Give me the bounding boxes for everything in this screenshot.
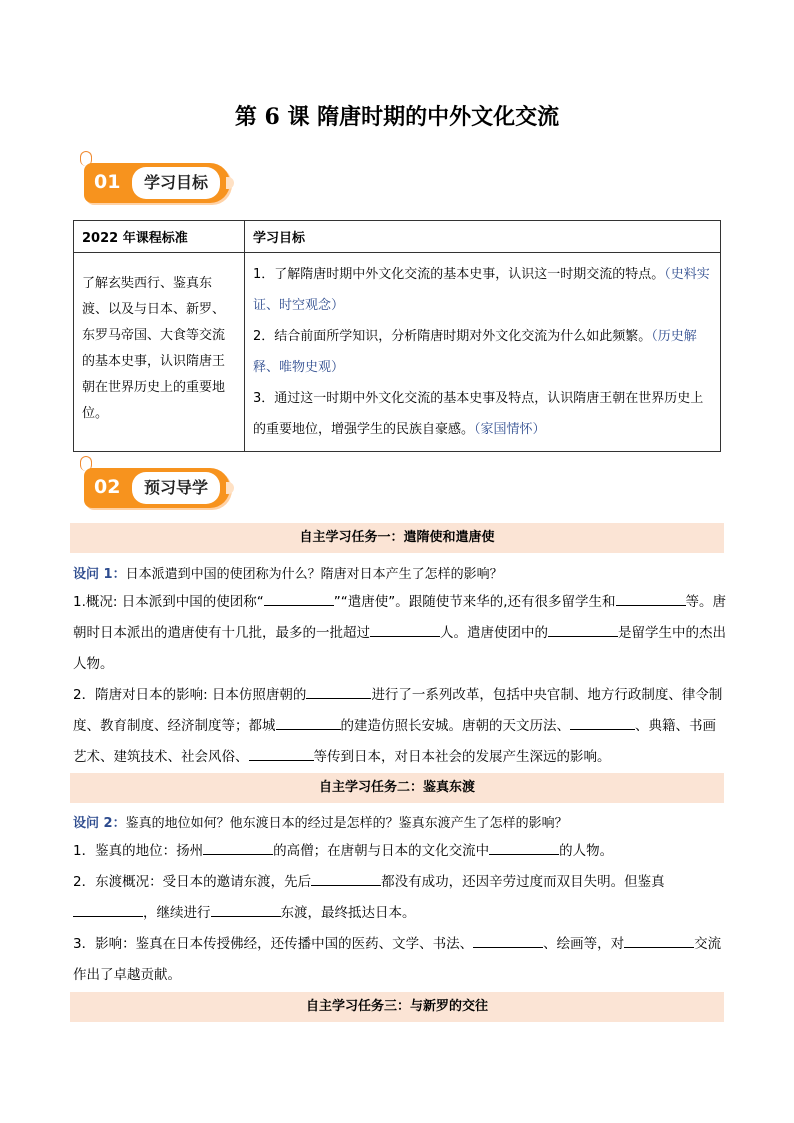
fill-blank[interactable] xyxy=(473,933,543,948)
section-label: 预习导学 xyxy=(132,472,220,504)
goal-tag: （历史解释、唯物史观） xyxy=(253,329,697,375)
page-title: 第 6 课 隋唐时期的中外文化交流 xyxy=(234,104,560,130)
task1-header: 自主学习任务一：遣隋使和遣唐使 xyxy=(70,523,724,553)
fill-blank[interactable] xyxy=(73,902,143,917)
task3-header: 自主学习任务三：与新罗的交往 xyxy=(70,992,724,1022)
objectives-table xyxy=(73,220,721,452)
section-number: 01 xyxy=(94,171,121,193)
fill-blank[interactable] xyxy=(548,622,618,637)
task1-paragraph-1: 1.概况: 日本派到中国的使团称“ ”“遣唐使”。跟随使节来华的,还有很多留学生和 等。唐朝时日本派出的遣唐使有十几批，最多的一批超过 人。遣唐使团中的 是留学生中的杰出人物。 xyxy=(73,587,728,680)
curriculum-standard-text: 了解玄奘西行、鉴真东渡、以及与日本、新罗、东罗马帝国、大食等交流的基本史事，认识隋唐王朝在世界历史上的重要地位。 xyxy=(74,253,245,452)
fill-blank[interactable] xyxy=(211,902,281,917)
fill-blank[interactable] xyxy=(616,591,686,606)
fill-blank[interactable] xyxy=(276,715,341,730)
section-badge-preview xyxy=(80,468,230,508)
task2-paragraph-2: 2．东渡概况：受日本的邀请东渡，先后 都没有成功，还因辛劳过度而双目失明。但鉴真，继续进行 东渡，最终抵达日本。 xyxy=(73,867,728,929)
fill-blank[interactable] xyxy=(624,933,694,948)
task2-header: 自主学习任务二：鉴真东渡 xyxy=(70,773,724,803)
goal-tag: （史料实证、时空观念） xyxy=(253,267,710,313)
table-header-standard: 2022 年课程标准 xyxy=(74,221,245,253)
task2-question: 设问 2：鉴真的地位如何？他东渡日本的经过是怎样的？鉴真东渡产生了怎样的影响？ xyxy=(73,816,568,831)
learning-goals-cell xyxy=(245,253,721,452)
table-header-goals: 学习目标 xyxy=(245,221,721,253)
fill-blank[interactable] xyxy=(306,684,371,699)
task2-paragraph-1: 1．鉴真的地位：扬州 的高僧；在唐朝与日本的文化交流中 的人物。 xyxy=(73,836,728,867)
fill-blank[interactable] xyxy=(311,871,381,886)
section-label: 学习目标 xyxy=(132,167,220,199)
goal-tag: （家国情怀） xyxy=(474,422,546,437)
goal-item: 2．结合前面所学知识，分析隋唐时期对外文化交流为什么如此频繁。（历史解释、唯物史观） xyxy=(253,329,697,375)
fill-blank[interactable] xyxy=(370,622,440,637)
fill-blank[interactable] xyxy=(570,715,635,730)
task1-paragraph-2: 2．隋唐对日本的影响: 日本仿照唐朝的 进行了一系列改革，包括中央官制、地方行政制度、律令制度、教育制度、经济制度等；都城 的建造仿照长安城。唐朝的天文历法、 、典籍、书画艺术、建筑技术、社会风俗、 等传到日本，对日本社会的发展产生深远的影响。 xyxy=(73,680,728,773)
task1-question: 设问 1：日本派遣到中国的使团称为什么？隋唐对日本产生了怎样的影响？ xyxy=(73,567,503,582)
section-number: 02 xyxy=(94,476,121,498)
task2-paragraph-3: 3．影响：鉴真在日本传授佛经，还传播中国的医药、文学、书法、 、绘画等，对 交流作出了卓越贡献。 xyxy=(73,929,728,991)
fill-blank[interactable] xyxy=(489,840,559,855)
fill-blank[interactable] xyxy=(264,591,334,606)
fill-blank[interactable] xyxy=(249,746,314,761)
goal-item: 3．通过这一时期中外文化交流的基本史事及特点，认识隋唐王朝在世界历史上的重要地位，增强学生的民族自豪感。（家国情怀） xyxy=(253,391,704,437)
goal-item: 1．了解隋唐时期中外文化交流的基本史事，认识这一时期交流的特点。（史料实证、时空观念） xyxy=(253,267,710,313)
section-badge-objectives xyxy=(80,163,230,203)
fill-blank[interactable] xyxy=(203,840,273,855)
